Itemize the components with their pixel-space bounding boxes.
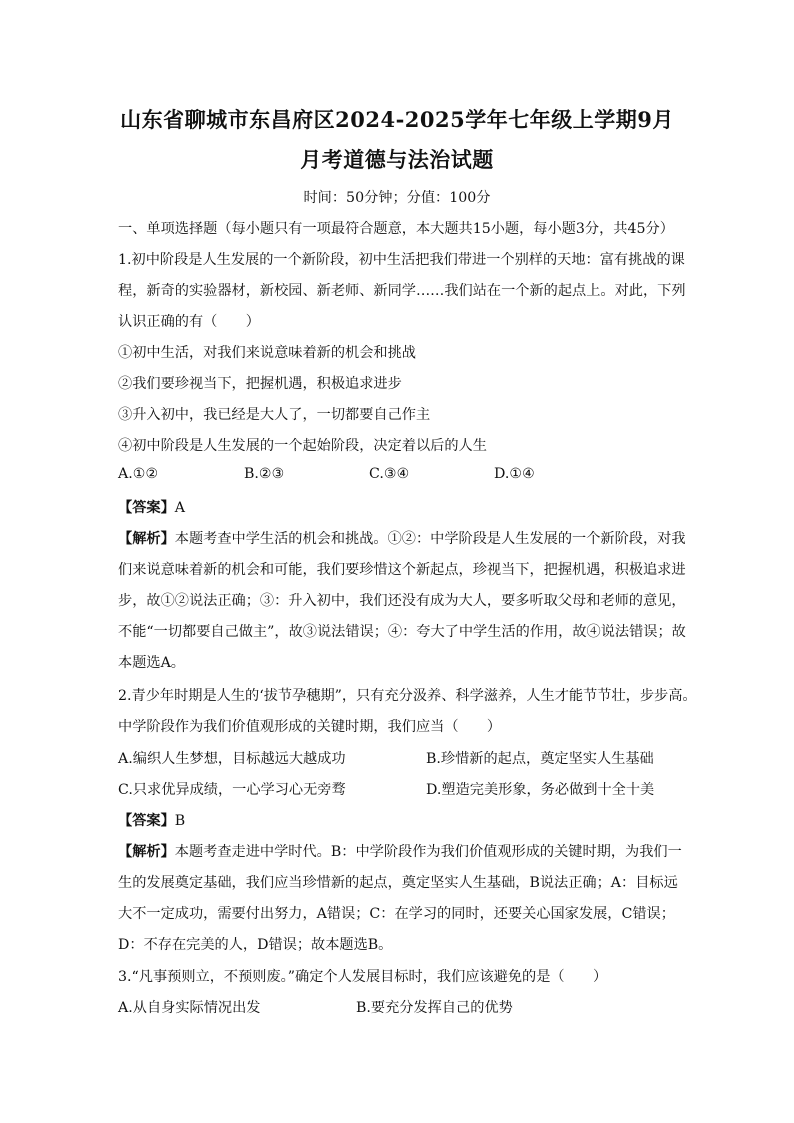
analysis-text: 本题考查走进中学时代。B：中学阶段作为我们价值观形成的关键时期，为我们一	[174, 844, 682, 860]
q3-option-a: A.从自身实际情况出发	[118, 1000, 261, 1016]
q2-option-c: C.只求优异成绩，一心学习心无旁骛	[118, 782, 346, 798]
q1-analysis-line: 不能“一切都要自己做主”，故③说法错误；④：夸大了中学生活的作用，故④说法错误；故	[118, 624, 686, 640]
q2-answer	[118, 810, 185, 830]
q1-option-a: A.①②	[118, 466, 159, 482]
q2-option-d: D.塑造完美形象，务必做到十全十美	[426, 782, 655, 798]
doc-title-line1: 山东省聊城市东昌府区2024-2025学年七年级上学期9月	[120, 107, 674, 132]
q1-analysis-line: 们来说意味着新的机会和可能，我们要珍惜这个新起点，珍视当下，把握机遇，积极追求进	[118, 562, 686, 578]
answer-tag: 【答案】	[118, 500, 175, 516]
q1-analysis-line: 本题选A。	[118, 655, 185, 671]
analysis-text: 本题考查中学生活的机会和挑战。①②：中学阶段是人生发展的一个新阶段，对我	[174, 531, 686, 547]
q2-option-b: B.珍惜新的起点，奠定坚实人生基础	[426, 751, 654, 767]
q2-stem-line: 中学阶段作为我们价值观形成的关键时期，我们应当（ ）	[118, 719, 502, 735]
answer-tag: 【答案】	[118, 813, 175, 829]
q2-option-a: A.编织人生梦想，目标越远大越成功	[118, 751, 346, 767]
q1-analysis-line	[118, 528, 686, 548]
q2-stem-line: 2.青少年时期是人生的‘拔节孕穗期”，只有充分汲养、科学滋养，人生才能节节壮，步步高。	[118, 688, 697, 704]
q2-analysis-line: 大不一定成功，需要付出努力，A错误；C：在学习的同时，还要关心国家发展，C错误；	[118, 906, 675, 922]
q1-stem-line: 程，新奇的实验器材，新校园、新老师、新同学……我们站在一个新的起点上。对此，下列	[118, 283, 686, 299]
q1-item: ④初中阶段是人生发展的一个起始阶段，决定着以后的人生	[118, 438, 487, 454]
doc-title-line2: 月考道德与法治试题	[300, 147, 494, 172]
q1-item: ②我们要珍视当下，把握机遇，积极追求进步	[118, 376, 402, 392]
section-heading: 一、单项选择题（每小题只有一项最符合题意，本大题共15小题，每小题3分，共45分）	[118, 221, 674, 237]
q1-item: ①初中生活，对我们来说意味着新的机会和挑战	[118, 345, 416, 361]
q1-item: ③升入初中，我已经是大人了，一切都要自己作主	[118, 407, 431, 423]
q1-option-b: B.②③	[244, 466, 285, 482]
q3-stem-line: 3.“凡事预则立，不预则废。”确定个人发展目标时，我们应该避免的是（ ）	[118, 969, 608, 985]
q2-analysis-line: 生的发展奠定基础，我们应当珍惜新的起点，奠定坚实人生基础，B说法正确；A：目标远	[118, 875, 678, 891]
q2-analysis-line	[118, 841, 682, 861]
analysis-tag: 【解析】	[118, 531, 175, 547]
q1-option-d: D.①④	[494, 466, 535, 482]
answer-value: B	[174, 813, 186, 829]
q1-stem-line: 认识正确的有（ ）	[118, 314, 260, 330]
q2-analysis-line: D：不存在完美的人，D错误；故本题选B。	[118, 937, 393, 953]
q1-answer	[118, 497, 185, 517]
q1-stem-line: 1.初中阶段是人生发展的一个新阶段，初中生活把我们带进一个别样的天地：富有挑战的课	[118, 252, 685, 268]
answer-value: A	[174, 500, 186, 516]
q1-option-c: C.③④	[369, 466, 410, 482]
analysis-tag: 【解析】	[118, 844, 175, 860]
q1-analysis-line: 步，故①②说法正确；③：升入初中，我们还没有成为大人，要多听取父母和老师的意见，	[118, 593, 686, 609]
q3-option-b: B.要充分发挥自己的优势	[356, 1000, 513, 1016]
exam-meta: 时间：50分钟；分值：100分	[303, 190, 491, 206]
